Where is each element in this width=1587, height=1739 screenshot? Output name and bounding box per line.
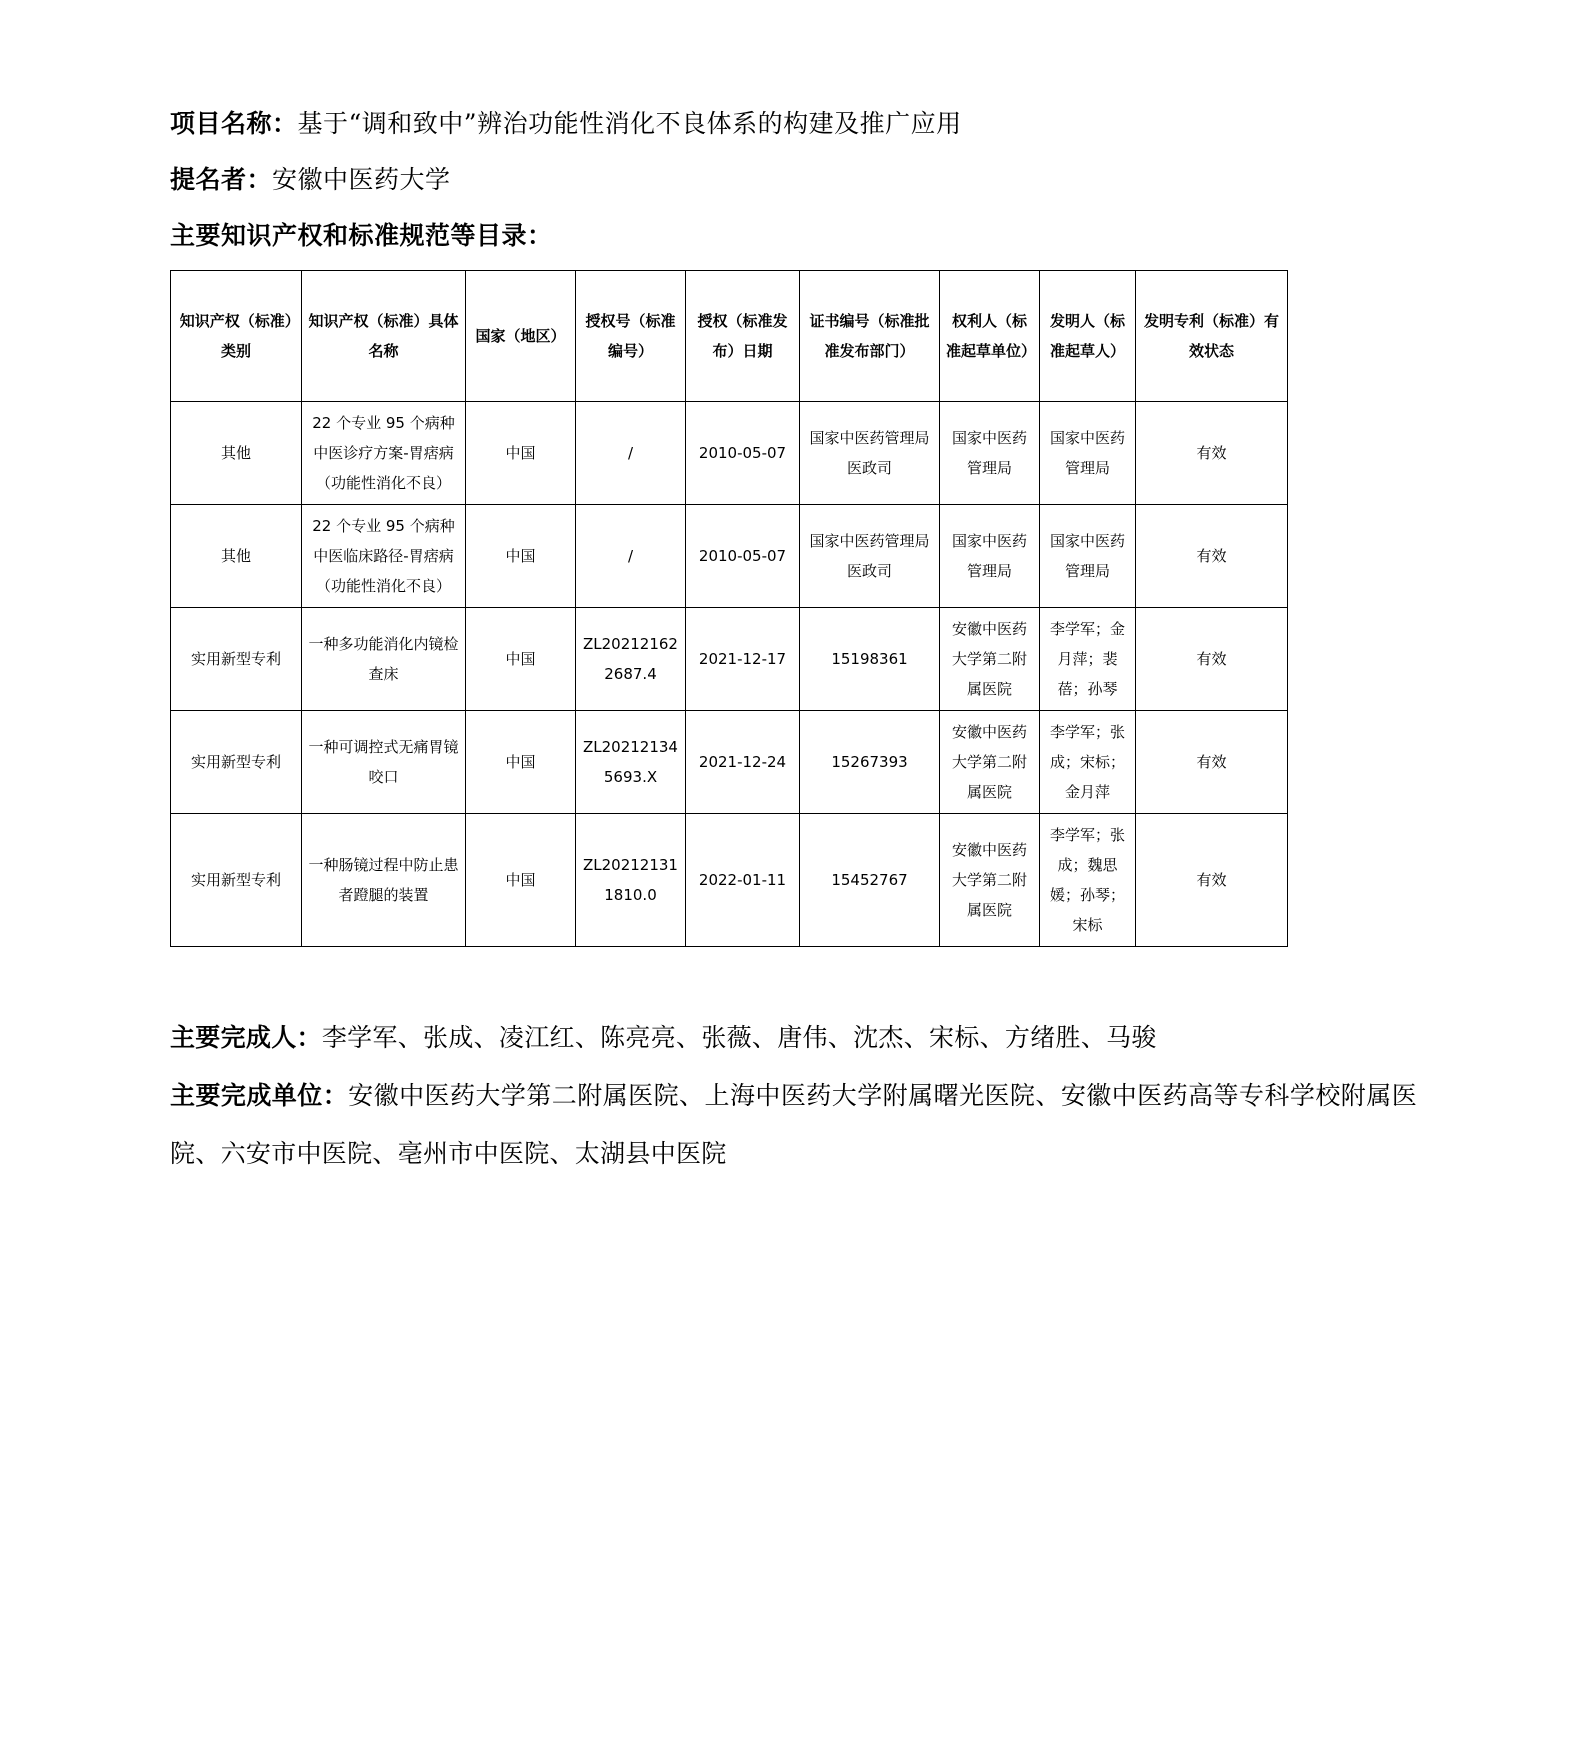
- cell-country: 中国: [466, 402, 576, 505]
- cell-name: 一种多功能消化内镜检查床: [302, 608, 466, 711]
- cell-name: 22 个专业 95 个病种中医临床路径-胃痞病（功能性消化不良）: [302, 505, 466, 608]
- cell-status: 有效: [1136, 505, 1288, 608]
- cell-status: 有效: [1136, 711, 1288, 814]
- cell-inventor: 李学军；金月萍；裴蓓；孙琴: [1040, 608, 1136, 711]
- project-name-value: 基于“调和致中”辨治功能性消化不良体系的构建及推广应用: [297, 109, 962, 138]
- cell-category: 实用新型专利: [171, 608, 302, 711]
- cell-cert-no: 国家中医药管理局医政司: [800, 505, 940, 608]
- cell-grant-date: 2022-01-11: [686, 814, 800, 947]
- cell-country: 中国: [466, 711, 576, 814]
- cell-inventor: 李学军；张成；宋标；金月萍: [1040, 711, 1136, 814]
- cell-category: 其他: [171, 505, 302, 608]
- table-header: [171, 271, 1288, 402]
- cell-cert-no: 国家中医药管理局医政司: [800, 402, 940, 505]
- column-header-cert-no: 证书编号（标准批准发布部门）: [800, 271, 940, 402]
- column-header-grant-no: 授权号（标准编号）: [576, 271, 686, 402]
- cell-grant-no: /: [576, 402, 686, 505]
- contributors-label: 主要完成人：: [170, 1023, 322, 1052]
- cell-grant-no: ZL202121622687.4: [576, 608, 686, 711]
- intellectual-property-table: [170, 270, 1288, 947]
- table-row: [171, 505, 1288, 608]
- cell-owner: 安徽中医药大学第二附属医院: [940, 814, 1040, 947]
- column-header-grant-date: 授权（标准发布）日期: [686, 271, 800, 402]
- cell-grant-date: 2010-05-07: [686, 505, 800, 608]
- cell-category: 其他: [171, 402, 302, 505]
- cell-grant-no: /: [576, 505, 686, 608]
- column-header-owner: 权利人（标准起草单位）: [940, 271, 1040, 402]
- column-header-status: 发明专利（标准）有效状态: [1136, 271, 1288, 402]
- column-header-name: 知识产权（标准）具体名称: [302, 271, 466, 402]
- cell-name: 22 个专业 95 个病种中医诊疗方案-胃痞病（功能性消化不良）: [302, 402, 466, 505]
- table-header-row: [171, 271, 1288, 402]
- column-header-inventor: 发明人（标准起草人）: [1040, 271, 1136, 402]
- cell-name: 一种肠镜过程中防止患者蹬腿的装置: [302, 814, 466, 947]
- organizations-value: 安徽中医药大学第二附属医院、上海中医药大学附属曙光医院、安徽中医药高等专科学校附属医院、六安市中医院、亳州市中医院、太湖县中医院: [170, 1081, 1417, 1168]
- project-name-label: 项目名称：: [170, 109, 298, 138]
- footer-block: [170, 1009, 1417, 1183]
- cell-status: 有效: [1136, 608, 1288, 711]
- cell-cert-no: 15198361: [800, 608, 940, 711]
- cell-category: 实用新型专利: [171, 814, 302, 947]
- cell-grant-no: ZL202121311810.0: [576, 814, 686, 947]
- cell-owner: 安徽中医药大学第二附属医院: [940, 711, 1040, 814]
- cell-owner: 国家中医药管理局: [940, 505, 1040, 608]
- cell-cert-no: 15267393: [800, 711, 940, 814]
- cell-grant-date: 2010-05-07: [686, 402, 800, 505]
- table-row: [171, 711, 1288, 814]
- table-row: [171, 402, 1288, 505]
- column-header-country: 国家（地区）: [466, 271, 576, 402]
- contributors-paragraph: [170, 1009, 1417, 1067]
- cell-country: 中国: [466, 608, 576, 711]
- cell-inventor: 国家中医药管理局: [1040, 402, 1136, 505]
- cell-grant-date: 2021-12-17: [686, 608, 800, 711]
- nominator-line: [170, 152, 1417, 208]
- cell-grant-date: 2021-12-24: [686, 711, 800, 814]
- nominator-label: 提名者：: [170, 165, 273, 194]
- cell-country: 中国: [466, 505, 576, 608]
- cell-owner: 安徽中医药大学第二附属医院: [940, 608, 1040, 711]
- contributors-value: 李学军、张成、凌江红、陈亮亮、张薇、唐伟、沈杰、宋标、方绪胜、马骏: [321, 1023, 1157, 1052]
- table-row: [171, 814, 1288, 947]
- cell-status: 有效: [1136, 814, 1288, 947]
- section-title: 主要知识产权和标准规范等目录：: [170, 221, 553, 250]
- cell-category: 实用新型专利: [171, 711, 302, 814]
- cell-country: 中国: [466, 814, 576, 947]
- cell-inventor: 国家中医药管理局: [1040, 505, 1136, 608]
- cell-grant-no: ZL202121345693.X: [576, 711, 686, 814]
- nominator-value: 安徽中医药大学: [272, 165, 451, 194]
- cell-status: 有效: [1136, 402, 1288, 505]
- cell-cert-no: 15452767: [800, 814, 940, 947]
- organizations-label: 主要完成单位：: [170, 1081, 349, 1110]
- table-body: [171, 402, 1288, 947]
- cell-owner: 国家中医药管理局: [940, 402, 1040, 505]
- column-header-category: 知识产权（标准）类别: [171, 271, 302, 402]
- cell-inventor: 李学军；张成；魏思媛；孙琴；宋标: [1040, 814, 1136, 947]
- table-row: [171, 608, 1288, 711]
- project-name-line: [170, 96, 1417, 152]
- cell-name: 一种可调控式无痛胃镜咬口: [302, 711, 466, 814]
- organizations-paragraph: [170, 1067, 1417, 1183]
